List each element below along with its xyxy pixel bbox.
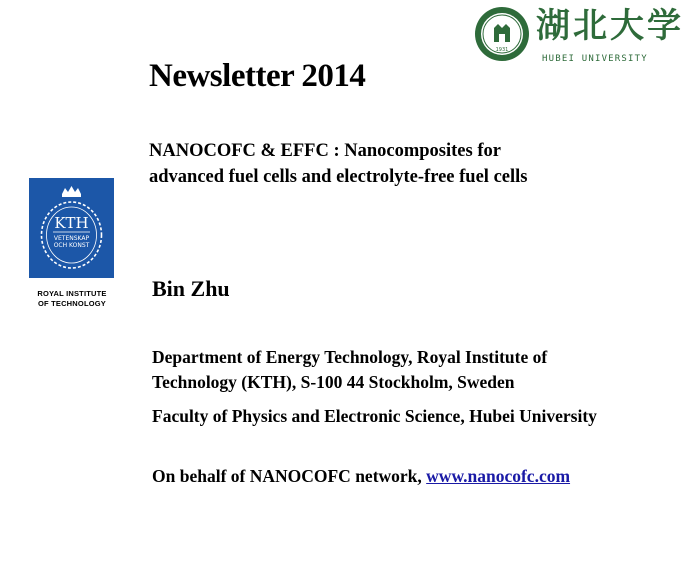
kth-caption-line2: OF TECHNOLOGY: [37, 299, 107, 308]
kth-emblem-icon: [29, 178, 114, 278]
author-affiliation: [152, 345, 682, 395]
website-link[interactable]: www.nanocofc.com: [426, 466, 571, 486]
hubei-university-logo: [474, 4, 696, 68]
kth-caption-line1: ROYAL INSTITUTE: [37, 289, 107, 298]
hubei-name-english: HUBEI UNIVERSITY: [542, 54, 648, 64]
page-title: Newsletter 2014: [149, 58, 366, 94]
hubei-seal-year: 1931: [495, 47, 509, 53]
kth-caption: [17, 289, 127, 309]
page-subtitle: [149, 138, 609, 190]
kth-mark: KTH: [54, 214, 89, 232]
author-affiliation-2: Faculty of Physics and Electronic Science, Hubei University: [152, 406, 597, 426]
author-name: Bin Zhu: [152, 276, 230, 301]
affiliation-line2: Technology (KTH), S-100 44 Stockholm, Sweden: [152, 372, 515, 392]
kth-logo: [29, 178, 114, 278]
subtitle-line1: NANOCOFC & EFFC : Nanocomposites for: [149, 141, 501, 161]
hubei-name-chinese: 湖北大学: [536, 6, 684, 46]
subtitle-line2: advanced fuel cells and electrolyte-free fuel cells: [149, 167, 528, 187]
behalf-line: [152, 466, 570, 487]
kth-motto-line2: OCH KONST: [53, 242, 90, 249]
affiliation-line1: Department of Energy Technology, Royal Institute of: [152, 347, 548, 367]
behalf-text: On behalf of NANOCOFC network,: [152, 466, 427, 486]
hubei-seal-icon: [474, 6, 530, 62]
kth-motto-line1: VETENSKAP: [53, 235, 90, 242]
